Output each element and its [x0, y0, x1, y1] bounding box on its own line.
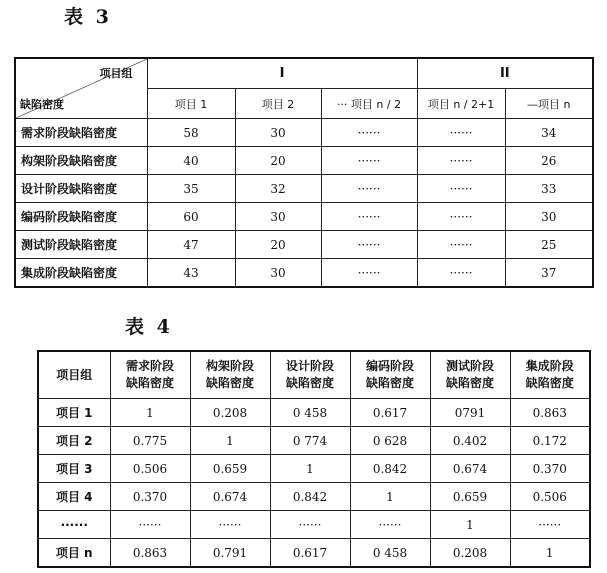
table3-col-header: 项目 2 [235, 89, 321, 119]
table4-cell: 1 [190, 427, 270, 455]
table-row [38, 455, 590, 483]
table3-row-label: 集成阶段缺陷密度 [15, 259, 147, 288]
table4-col-header-line: 缺陷密度 [525, 376, 574, 390]
table4-cell: 0.370 [110, 483, 190, 511]
table3-cell: 58 [147, 119, 235, 147]
table3-cell: 33 [505, 175, 593, 203]
table3-cell: ······ [321, 231, 417, 259]
table4-cell: 0.402 [430, 427, 510, 455]
table4-cell: 0.674 [190, 483, 270, 511]
table-row [38, 511, 590, 539]
table3-cell: ······ [417, 119, 505, 147]
table4-cell: ······ [350, 511, 430, 539]
table4-cell: 0.506 [110, 455, 190, 483]
table-row [38, 539, 590, 568]
table-row [38, 483, 590, 511]
table4-row-label: 项目 1 [38, 399, 110, 427]
table4-col-header-line: 缺陷密度 [365, 376, 414, 390]
table3-cell: ······ [321, 119, 417, 147]
table4-cell: 0791 [430, 399, 510, 427]
table4-cell: 0.674 [430, 455, 510, 483]
table3-cell: 35 [147, 175, 235, 203]
table3-group-header-row [15, 58, 593, 89]
table4-cell: 0.506 [510, 483, 590, 511]
table4-cell: 0.617 [350, 399, 430, 427]
table4-col-header-line: 需求阶段 [125, 359, 174, 373]
table3-cell: ······ [321, 259, 417, 288]
table4-cell: 0.659 [430, 483, 510, 511]
table-row [15, 175, 593, 203]
table3-cell: ······ [321, 203, 417, 231]
table3-cell: 30 [235, 119, 321, 147]
table-row [15, 203, 593, 231]
table4-cell: 0.370 [510, 455, 590, 483]
table4-col-header-line: 编码阶段 [365, 359, 414, 373]
table3-cell: 20 [235, 231, 321, 259]
table4-cell: 0 774 [270, 427, 350, 455]
table4-cell: 0 458 [270, 399, 350, 427]
table3-cell: 20 [235, 147, 321, 175]
table4-cell: 0.775 [110, 427, 190, 455]
table3-col-header: —项目 n [505, 89, 593, 119]
table3-col-header: ··· 项目 n / 2 [321, 89, 417, 119]
table4-col-header [430, 351, 510, 399]
table3-cell: 37 [505, 259, 593, 288]
table4-cell: ······ [110, 511, 190, 539]
table4-cell: 0.842 [350, 455, 430, 483]
table4-row-label: 项目 2 [38, 427, 110, 455]
table4-col-header-line: 缺陷密度 [205, 376, 254, 390]
table3-cell: ······ [417, 147, 505, 175]
table-row [38, 399, 590, 427]
table3-caption: 表 3 [64, 6, 112, 28]
table-row [15, 147, 593, 175]
table4-col-header-line: 测试阶段 [445, 359, 494, 373]
table4-cell: 1 [430, 511, 510, 539]
table4-cell: 0.617 [270, 539, 350, 568]
table4-cell: 0 628 [350, 427, 430, 455]
table4-cell: 0.208 [430, 539, 510, 568]
table3-row-label: 测试阶段缺陷密度 [15, 231, 147, 259]
table-4 [37, 350, 591, 568]
table4-col-header-line: 缺陷密度 [445, 376, 494, 390]
table3-cell: 30 [235, 203, 321, 231]
table4-col-header [350, 351, 430, 399]
table4-caption: 表 4 [125, 316, 173, 338]
table4-cell: 0.791 [190, 539, 270, 568]
table3-cell: ······ [321, 147, 417, 175]
table3-cell: 60 [147, 203, 235, 231]
table4-cell: 0.863 [510, 399, 590, 427]
table3-cell: ······ [417, 231, 505, 259]
table4-corner-cell: 项目组 [38, 351, 110, 399]
table3-cell: 25 [505, 231, 593, 259]
table3-col-header: 项目 1 [147, 89, 235, 119]
table3-cell: ······ [417, 259, 505, 288]
table4-cell: 0.208 [190, 399, 270, 427]
table3-cell: ······ [321, 175, 417, 203]
table-3 [14, 57, 594, 288]
table4-col-header-line: 构架阶段 [205, 359, 254, 373]
table4-row-label: 项目 4 [38, 483, 110, 511]
table4-cell: 0.863 [110, 539, 190, 568]
table3-corner-bottom-label: 缺陷密度 [20, 98, 64, 111]
table4-cell: ······ [190, 511, 270, 539]
table3-cell: 32 [235, 175, 321, 203]
table3-corner-top-label: 项目组 [99, 67, 133, 80]
table4-cell: 1 [350, 483, 430, 511]
table4-col-header [510, 351, 590, 399]
table3-row-label: 设计阶段缺陷密度 [15, 175, 147, 203]
table4-cell: ······ [270, 511, 350, 539]
table3-group-ii: II [417, 58, 593, 89]
table4-cell: ······ [510, 511, 590, 539]
table3-cell: 26 [505, 147, 593, 175]
table3-cell: ······ [417, 175, 505, 203]
table3-row-label: 需求阶段缺陷密度 [15, 119, 147, 147]
table-row [15, 231, 593, 259]
table3-col-header: 项目 n / 2+1 [417, 89, 505, 119]
table3-corner-cell [15, 58, 147, 119]
table3-row-label: 构架阶段缺陷密度 [15, 147, 147, 175]
table4-cell: 0.172 [510, 427, 590, 455]
table4-cell: 1 [110, 399, 190, 427]
table3-cell: 30 [235, 259, 321, 288]
table4-col-header [110, 351, 190, 399]
table4-cell: 1 [510, 539, 590, 568]
table4-row-label: ······ [38, 511, 110, 539]
table3-group-i: I [147, 58, 417, 89]
table4-header-row [38, 351, 590, 399]
table4-col-header-line: 缺陷密度 [285, 376, 334, 390]
table4-cell: 0.659 [190, 455, 270, 483]
table3-row-label: 编码阶段缺陷密度 [15, 203, 147, 231]
table4-cell: 0.842 [270, 483, 350, 511]
table4-col-header-line: 设计阶段 [285, 359, 334, 373]
table4-cell: 0 458 [350, 539, 430, 568]
table3-cell: 47 [147, 231, 235, 259]
table-row [15, 119, 593, 147]
table3-cell: 40 [147, 147, 235, 175]
table4-cell: 1 [270, 455, 350, 483]
table4-row-label: 项目 n [38, 539, 110, 568]
table3-cell: 43 [147, 259, 235, 288]
table3-cell: ······ [417, 203, 505, 231]
table4-col-header-line: 集成阶段 [525, 359, 574, 373]
table3-cell: 30 [505, 203, 593, 231]
table4-col-header [270, 351, 350, 399]
table4-row-label: 项目 3 [38, 455, 110, 483]
table3-cell: 34 [505, 119, 593, 147]
table4-col-header-line: 缺陷密度 [125, 376, 174, 390]
table-row [38, 427, 590, 455]
table4-col-header [190, 351, 270, 399]
table-row [15, 259, 593, 288]
